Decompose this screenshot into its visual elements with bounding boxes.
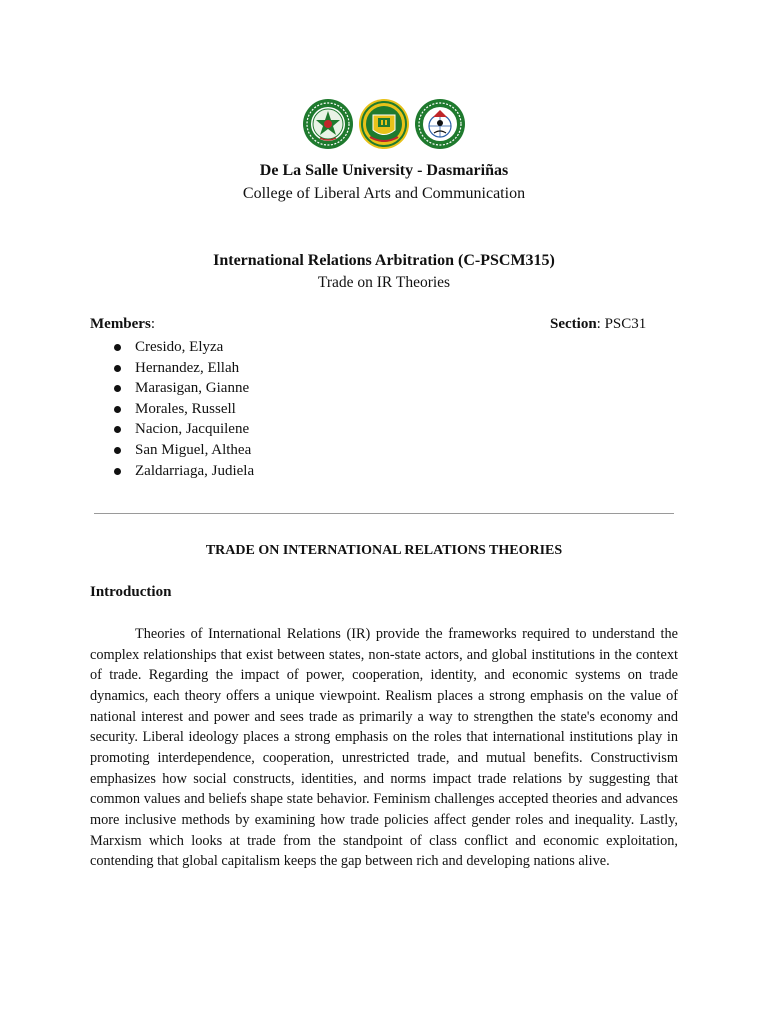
- list-item: [90, 378, 254, 399]
- list-item: [90, 440, 254, 461]
- bullet-icon: [114, 426, 121, 433]
- college-seal-icon: [358, 97, 410, 151]
- member-name: Cresido, Elyza: [135, 339, 224, 355]
- member-name: Zaldarriaga, Judiela: [135, 462, 255, 479]
- course-title: International Relations Arbitration (C-PSCM315): [213, 252, 555, 269]
- section-field: [550, 316, 646, 333]
- department-seal-icon: [414, 97, 466, 151]
- bullet-icon: [114, 447, 121, 454]
- university-seal-icon: [302, 97, 354, 151]
- section-label: Section: [550, 316, 597, 332]
- list-item: [90, 358, 254, 379]
- section-heading-introduction: Introduction: [90, 584, 172, 600]
- list-item: [90, 461, 254, 482]
- bullet-icon: [114, 406, 121, 413]
- member-name: San Miguel, Althea: [135, 441, 252, 458]
- paper-title: TRADE ON INTERNATIONAL RELATIONS THEORIES: [205, 543, 563, 558]
- members-label-colon: :: [150, 316, 155, 332]
- horizontal-divider: [94, 513, 674, 514]
- list-item: [90, 337, 254, 358]
- list-item: [90, 419, 254, 440]
- section-value: : PSC31: [596, 316, 647, 332]
- members-list: [90, 337, 254, 481]
- member-name: Hernandez, Ellah: [135, 359, 240, 376]
- bullet-icon: [114, 468, 121, 475]
- college-name: College of Liberal Arts and Communication: [242, 185, 526, 202]
- bullet-icon: [114, 344, 121, 351]
- member-name: Marasigan, Gianne: [135, 380, 250, 397]
- members-heading: [90, 316, 155, 333]
- bullet-icon: [114, 365, 121, 372]
- introduction-paragraph: Theories of International Relations (IR) provide the frameworks required to understand the complex relationships that exist between states, non-state actors, and global institutions in the context of trade. Regarding the impact of power, cooperation, identity, and economic systems on trade dynamics, each theory offers a unique viewpoint. Realism places a strong emphasis on the value of national interest and power and sees trade as primarily a way to strengthen the state's economy and security. Liberal ideology places a strong emphasis on the roles that international institutions play in promoting interdependence, cooperation, unrestricted trade, and mutual benefits. Constructivism emphasizes how social constructs, identities, and norms impact trade relations by suggesting that common values and beliefs shape state behavior. Feminism challenges accepted theories and advances more inclusive methods by examining how trade policies affect gender roles and inequality. Lastly, Marxism which looks at trade from the standpoint of class conflict and economic exploitation, contending that global capitalism keeps the gap between rich and developing nations alive.: [90, 626, 678, 870]
- members-label: Members: [90, 316, 151, 332]
- university-name: De La Salle University - Dasmariñas: [259, 162, 509, 179]
- member-name: Nacion, Jacquilene: [135, 421, 250, 438]
- logo-row: [0, 97, 768, 151]
- list-item: [90, 399, 254, 420]
- member-name: Morales, Russell: [135, 400, 236, 417]
- document-subtitle: Trade on IR Theories: [317, 274, 451, 291]
- bullet-icon: [114, 385, 121, 392]
